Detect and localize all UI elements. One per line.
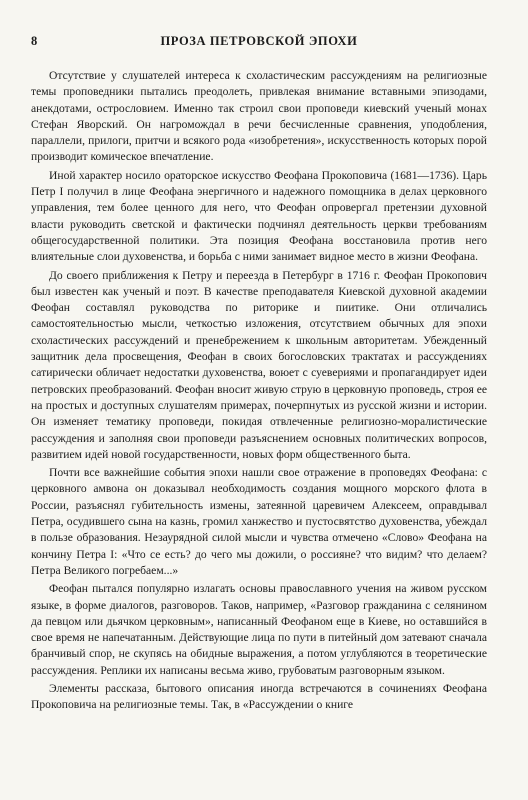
paragraph: Отсутствие у слушателей интереса к схоластическим рассуждениям на религиозные темы проповедники пытались преодолеть, привлекая внимание вставными эпизодами, анекдотами, острословием. Именно так строил свои проповеди киевский ученый монах Стефан Яворский. Он нагромождал в речи бесчисленные сравнения, уподобления, параллели, прилоги, притчи и всякого рода «изобретения», искусственность которых порой производит комическое впечатление.: [31, 69, 487, 164]
paragraph: До своего приближения к Петру и переезда в Петербург в 1716 г. Феофан Прокопович был известен как ученый и поэт. В качестве преподавателя Киевской духовной академии Феофан составлял руководства по риторике и пиитике. Они отличались самостоятельностью мысли, четкостью изложения, отсутствием обычных для эпохи схоластических рассуждений и пренебрежением к школьным авторитетам. Убежденный защитник дела просвещения, Феофан в своих богословских трактатах и рассуждениях сатирически обличает недостатки духовенства, воюет с суевериями и пропагандирует идеи петровских преобразований. Феофан вносит живую струю в церковную проповедь, строя ее на простых и доступных слушателям примерах, почерпнутых из русской жизни и истории. Он изменяет тематику проповеди, покидая отвлеченные религиозно-моралистические рассуждения и заполняя свои проповеди разъяснением основных политических вопросов, развитием идей новой государственности, новых форм общественного быта.: [31, 268, 487, 461]
paragraph: Феофан пытался популярно излагать основы православного учения на живом русском языке, в форме диалогов, разговоров. Таков, например, «Разговор гражданина с селянином да певцом или дьячком церковным», написанный Феофаном еще в Киеве, но оставшийся в свое время не напечатанным. Действующие лица по пути в питейный дом затевают сначала бранчивый спор, не скупясь на обидные выражения, а потом углубляются в теоретические рассуждения. Реплики их написаны весьма живо, грубоватым разговорным языком.: [31, 582, 487, 677]
paragraph: Элементы рассказа, бытового описания иногда встречаются в сочинениях Феофана Прокоповича на религиозные темы. Так, в «Рассуждении о книге: [31, 681, 487, 712]
body-text: [31, 68, 487, 714]
page-number: 8: [31, 34, 38, 48]
paragraph: Почти все важнейшие события эпохи нашли свое отражение в проповедях Феофана: с церковного амвона он доказывал необходимость создания мощного морского флота в России, разъяснял губительность измены, затеянной царевичем Алексеем, оправдывал Петра, осудившего сына на казнь, громил ханжество и пустосвятство духовенства, убеждал в пользе образования. Незаурядной силой мысли и чувства отмечено «Слово» Феофана на кончину Петра I: «Что се есть? до чего мы дожили, о россияне? что видим? что делаем? Петра Великого погребаем...»: [31, 466, 487, 577]
running-head: [31, 34, 487, 54]
running-title: ПРОЗА ПЕТРОВСКОЙ ЭПОХИ: [160, 34, 358, 48]
paragraph: Иной характер носило ораторское искусство Феофана Прокоповича (1681—1736). Царь Петр I получил в лице Феофана энергичного и надежного помощника в делах церковного управления, тем более ценного для него, что Феофан опровергал претензии духовной власти руководить светской и фактически подчинял деятельность церкви требованиям общегосударственной политики. Эта позиция Феофана восстановила против него влиятельные слои духовенства, и борьба с ними занимает видное место в жизни Феофана.: [31, 168, 487, 264]
